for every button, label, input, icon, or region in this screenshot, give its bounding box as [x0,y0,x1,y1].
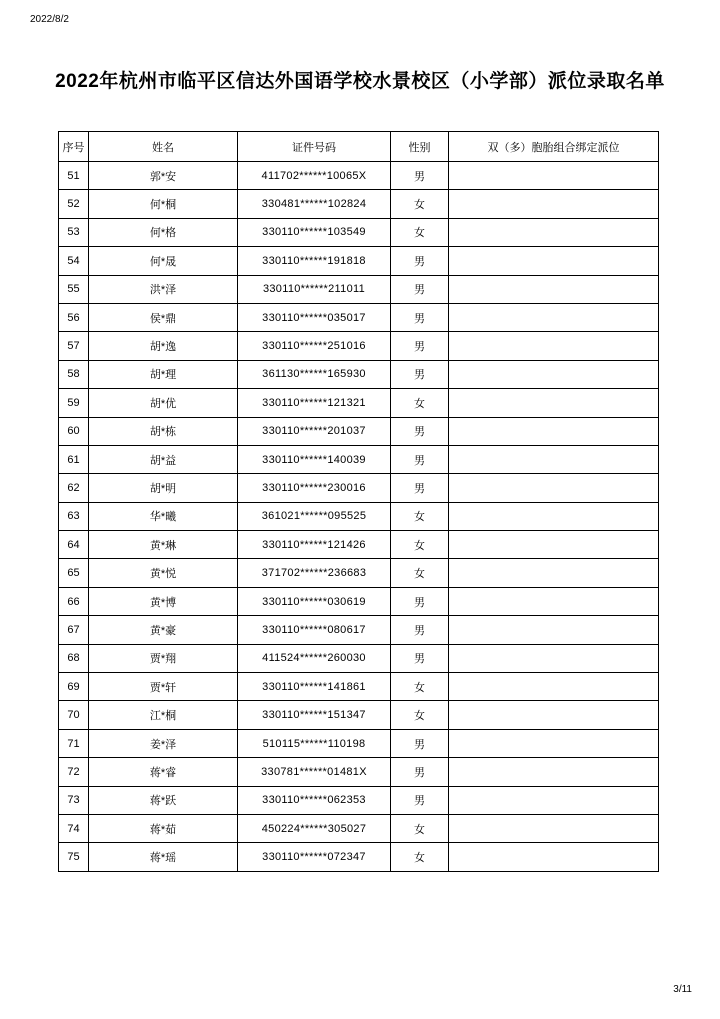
cell-id: 330481******102824 [238,190,391,218]
cell-id: 450224******305027 [238,814,391,842]
cell-id: 361021******095525 [238,502,391,530]
cell-seq: 62 [59,474,89,502]
cell-seq: 64 [59,531,89,559]
cell-seq: 57 [59,332,89,360]
table-row [59,218,659,246]
cell-gender: 男 [391,644,449,672]
cell-binding [449,758,659,786]
table-row [59,701,659,729]
cell-seq: 74 [59,814,89,842]
cell-seq: 68 [59,644,89,672]
cell-id: 330110******251016 [238,332,391,360]
cell-id: 330110******191818 [238,247,391,275]
cell-binding [449,814,659,842]
cell-id: 510115******110198 [238,729,391,757]
cell-id: 330110******211011 [238,275,391,303]
table-row [59,843,659,871]
cell-gender: 男 [391,332,449,360]
cell-binding [449,275,659,303]
cell-gender: 男 [391,247,449,275]
cell-seq: 61 [59,445,89,473]
cell-name: 胡*明 [89,474,238,502]
cell-seq: 75 [59,843,89,871]
table-row [59,417,659,445]
cell-seq: 66 [59,587,89,615]
cell-gender: 男 [391,417,449,445]
table-row [59,531,659,559]
cell-binding [449,247,659,275]
cell-binding [449,389,659,417]
cell-seq: 63 [59,502,89,530]
cell-id: 371702******236683 [238,559,391,587]
cell-binding [449,587,659,615]
cell-gender: 女 [391,701,449,729]
table-row [59,275,659,303]
cell-name: 黄*琳 [89,531,238,559]
cell-id: 330110******121426 [238,531,391,559]
cell-name: 胡*益 [89,445,238,473]
col-header-id: 证件号码 [238,132,391,162]
cell-seq: 51 [59,162,89,190]
cell-gender: 女 [391,814,449,842]
cell-name: 胡*优 [89,389,238,417]
cell-name: 郭*安 [89,162,238,190]
table-row [59,814,659,842]
cell-binding [449,559,659,587]
cell-name: 姜*泽 [89,729,238,757]
cell-id: 330110******080617 [238,616,391,644]
table-row [59,502,659,530]
table-row [59,445,659,473]
cell-binding [449,843,659,871]
table-row [59,644,659,672]
col-header-gender: 性别 [391,132,449,162]
cell-binding [449,616,659,644]
date-stamp: 2022/8/2 [30,14,69,25]
cell-binding [449,786,659,814]
cell-gender: 女 [391,389,449,417]
cell-seq: 56 [59,303,89,331]
cell-name: 蒋*茹 [89,814,238,842]
cell-name: 蒋*跃 [89,786,238,814]
cell-seq: 73 [59,786,89,814]
cell-binding [449,190,659,218]
cell-gender: 男 [391,758,449,786]
col-header-seq: 序号 [59,132,89,162]
table-row [59,303,659,331]
cell-id: 411524******260030 [238,644,391,672]
cell-id: 330110******103549 [238,218,391,246]
table-header-row [59,132,659,162]
cell-id: 330110******072347 [238,843,391,871]
cell-gender: 男 [391,303,449,331]
cell-name: 胡*栋 [89,417,238,445]
cell-binding [449,502,659,530]
cell-id: 411702******10065X [238,162,391,190]
cell-name: 何*晟 [89,247,238,275]
cell-seq: 54 [59,247,89,275]
table-row [59,559,659,587]
table-row [59,673,659,701]
cell-name: 胡*逸 [89,332,238,360]
cell-gender: 女 [391,673,449,701]
cell-gender: 男 [391,474,449,502]
table-row [59,360,659,388]
cell-id: 330110******035017 [238,303,391,331]
cell-seq: 55 [59,275,89,303]
cell-name: 黄*悦 [89,559,238,587]
cell-seq: 67 [59,616,89,644]
cell-name: 贾*轩 [89,673,238,701]
cell-name: 黄*博 [89,587,238,615]
cell-gender: 女 [391,559,449,587]
page-title: 2022年杭州市临平区信达外国语学校水景校区（小学部）派位录取名单 [55,71,665,92]
table-row [59,616,659,644]
table-row [59,247,659,275]
col-header-name: 姓名 [89,132,238,162]
table-row [59,474,659,502]
cell-id: 330781******01481X [238,758,391,786]
cell-id: 330110******151347 [238,701,391,729]
cell-gender: 女 [391,218,449,246]
cell-name: 蒋*瑶 [89,843,238,871]
cell-name: 何*格 [89,218,238,246]
cell-binding [449,360,659,388]
table-row [59,587,659,615]
table-row [59,729,659,757]
cell-binding [449,673,659,701]
cell-gender: 男 [391,445,449,473]
cell-name: 黄*豪 [89,616,238,644]
cell-seq: 60 [59,417,89,445]
cell-gender: 男 [391,162,449,190]
cell-seq: 70 [59,701,89,729]
cell-id: 330110******141861 [238,673,391,701]
cell-gender: 女 [391,502,449,530]
cell-binding [449,445,659,473]
cell-seq: 69 [59,673,89,701]
table-row [59,162,659,190]
cell-gender: 男 [391,786,449,814]
admission-roster-table [58,131,659,872]
cell-id: 330110******062353 [238,786,391,814]
cell-name: 侯*鼎 [89,303,238,331]
cell-binding [449,332,659,360]
cell-id: 330110******140039 [238,445,391,473]
cell-gender: 男 [391,275,449,303]
cell-binding [449,474,659,502]
cell-name: 何*桐 [89,190,238,218]
cell-name: 洪*泽 [89,275,238,303]
cell-gender: 女 [391,531,449,559]
cell-name: 贾*翔 [89,644,238,672]
table-row [59,786,659,814]
cell-binding [449,531,659,559]
cell-seq: 58 [59,360,89,388]
cell-gender: 女 [391,843,449,871]
cell-seq: 71 [59,729,89,757]
cell-gender: 女 [391,190,449,218]
cell-seq: 53 [59,218,89,246]
table-row [59,190,659,218]
cell-binding [449,644,659,672]
cell-id: 330110******201037 [238,417,391,445]
cell-seq: 65 [59,559,89,587]
cell-seq: 52 [59,190,89,218]
cell-gender: 男 [391,587,449,615]
cell-seq: 72 [59,758,89,786]
table-row [59,332,659,360]
cell-name: 胡*理 [89,360,238,388]
cell-binding [449,417,659,445]
cell-binding [449,162,659,190]
cell-binding [449,218,659,246]
cell-name: 江*桐 [89,701,238,729]
page-number: 3/11 [673,984,692,995]
cell-id: 330110******121321 [238,389,391,417]
cell-gender: 男 [391,616,449,644]
cell-gender: 男 [391,360,449,388]
table-row [59,758,659,786]
cell-name: 华*曦 [89,502,238,530]
col-header-binding: 双（多）胞胎组合绑定派位 [449,132,659,162]
cell-binding [449,729,659,757]
cell-seq: 59 [59,389,89,417]
cell-gender: 男 [391,729,449,757]
cell-id: 330110******230016 [238,474,391,502]
cell-id: 361130******165930 [238,360,391,388]
cell-binding [449,701,659,729]
cell-binding [449,303,659,331]
cell-name: 蒋*睿 [89,758,238,786]
cell-id: 330110******030619 [238,587,391,615]
table-row [59,389,659,417]
